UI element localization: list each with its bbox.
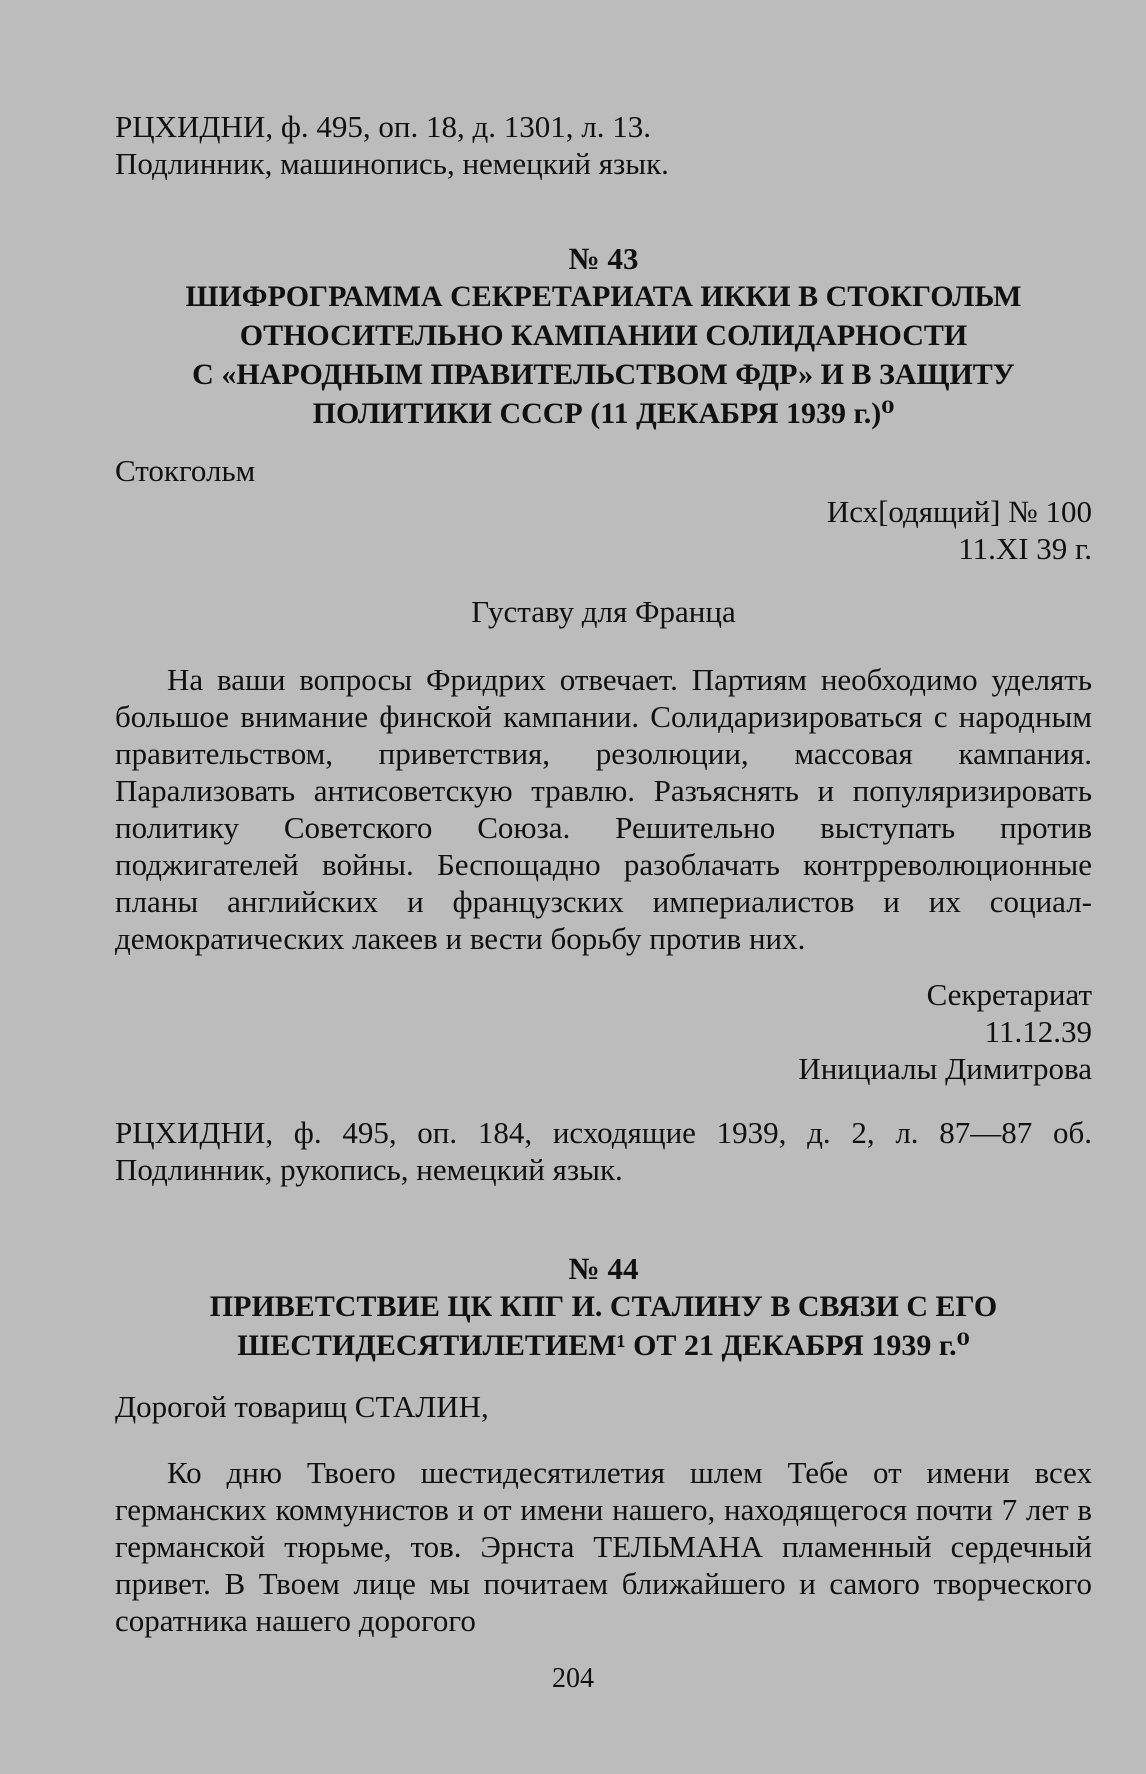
doc-43-addressee (115, 593, 1092, 630)
document-title-line: ПОЛИТИКИ СССР (11 ДЕКАБРЯ 1939 г.)⁰ (312, 397, 895, 430)
place: Стокгольм (115, 453, 256, 488)
document-number: № 43 (568, 241, 639, 276)
doc-43-header-meta (115, 452, 1092, 567)
body-paragraph: Ко дню Твоего шестидесятилетия шлем Тебе от имени всех германских коммунистов и от имени нашего, находящегося почти 7 лет в германской тюрьме, тов. Эрнста ТЕЛЬМАНА пламенный сердечный привет. В Твоем лице мы почитаем ближайшего и самого творческого соратника нашего дорогого (115, 1455, 1092, 1638)
signature-line: Секретариат (926, 977, 1092, 1012)
document-title-line: ОТНОСИТЕЛЬНО КАМПАНИИ СОЛИДАРНОСТИ (239, 319, 968, 352)
addressee: Густаву для Франца (471, 594, 736, 629)
source-line: РЦХИДНИ, ф. 495, оп. 18, д. 1301, л. 13. (115, 109, 651, 144)
document-title-line: ШИФРОГРАММА СЕКРЕТАРИАТА ИККИ В СТОКГОЛЬМ (185, 280, 1022, 313)
doc-44-salutation (115, 1388, 1092, 1425)
doc-43-source (115, 1114, 1092, 1188)
dispatch-date: 11.XI 39 г. (958, 531, 1092, 566)
body-paragraph: На ваши вопросы Фридрих отвечает. Партиям необходимо уделять большое внимание финской кампании. Солидаризироваться с народным правительством, приветствия, резолюции, массовая кампания. Парализовать антисоветскую травлю. Разъяснять и популяризировать политику Советского Союза. Решительно выступать против поджигателей войны. Беспощадно разоблачать контрреволюционные планы английских и французских империалистов и их социал-демократических лакеев и вести борьбу против них. (115, 662, 1092, 956)
source-note: РЦХИДНИ, ф. 495, оп. 184, исходящие 1939, д. 2, л. 87—87 об. Подлинник, рукопись, немецкий язык. (115, 1115, 1092, 1187)
document-number: № 44 (568, 1251, 639, 1286)
doc-44-body (115, 1454, 1092, 1639)
signature-line: Инициалы Димитрова (798, 1051, 1092, 1086)
page-number: 204 (552, 1663, 594, 1694)
doc-43-heading (115, 240, 1092, 433)
salutation: Дорогой товарищ СТАЛИН, (115, 1389, 489, 1424)
outgoing-number: Исх[одящий] № 100 (826, 494, 1092, 529)
top-source-note (115, 108, 1092, 182)
doc-44-heading (115, 1250, 1092, 1365)
doc-43-signature (115, 976, 1092, 1087)
signature-line: 11.12.39 (984, 1014, 1092, 1049)
document-title-line: ШЕСТИДЕСЯТИЛЕТИЕМ¹ ОТ 21 ДЕКАБРЯ 1939 г.⁰ (237, 1329, 970, 1362)
source-line: Подлинник, машинопись, немецкий язык. (115, 146, 669, 181)
doc-43-body (115, 661, 1092, 957)
document-title-line: ПРИВЕТСТВИЕ ЦК КПГ И. СТАЛИНУ В СВЯЗИ С ЕГО (209, 1290, 998, 1323)
document-title-line: С «НАРОДНЫМ ПРАВИТЕЛЬСТВОМ ФДР» И В ЗАЩИТУ (192, 358, 1015, 391)
